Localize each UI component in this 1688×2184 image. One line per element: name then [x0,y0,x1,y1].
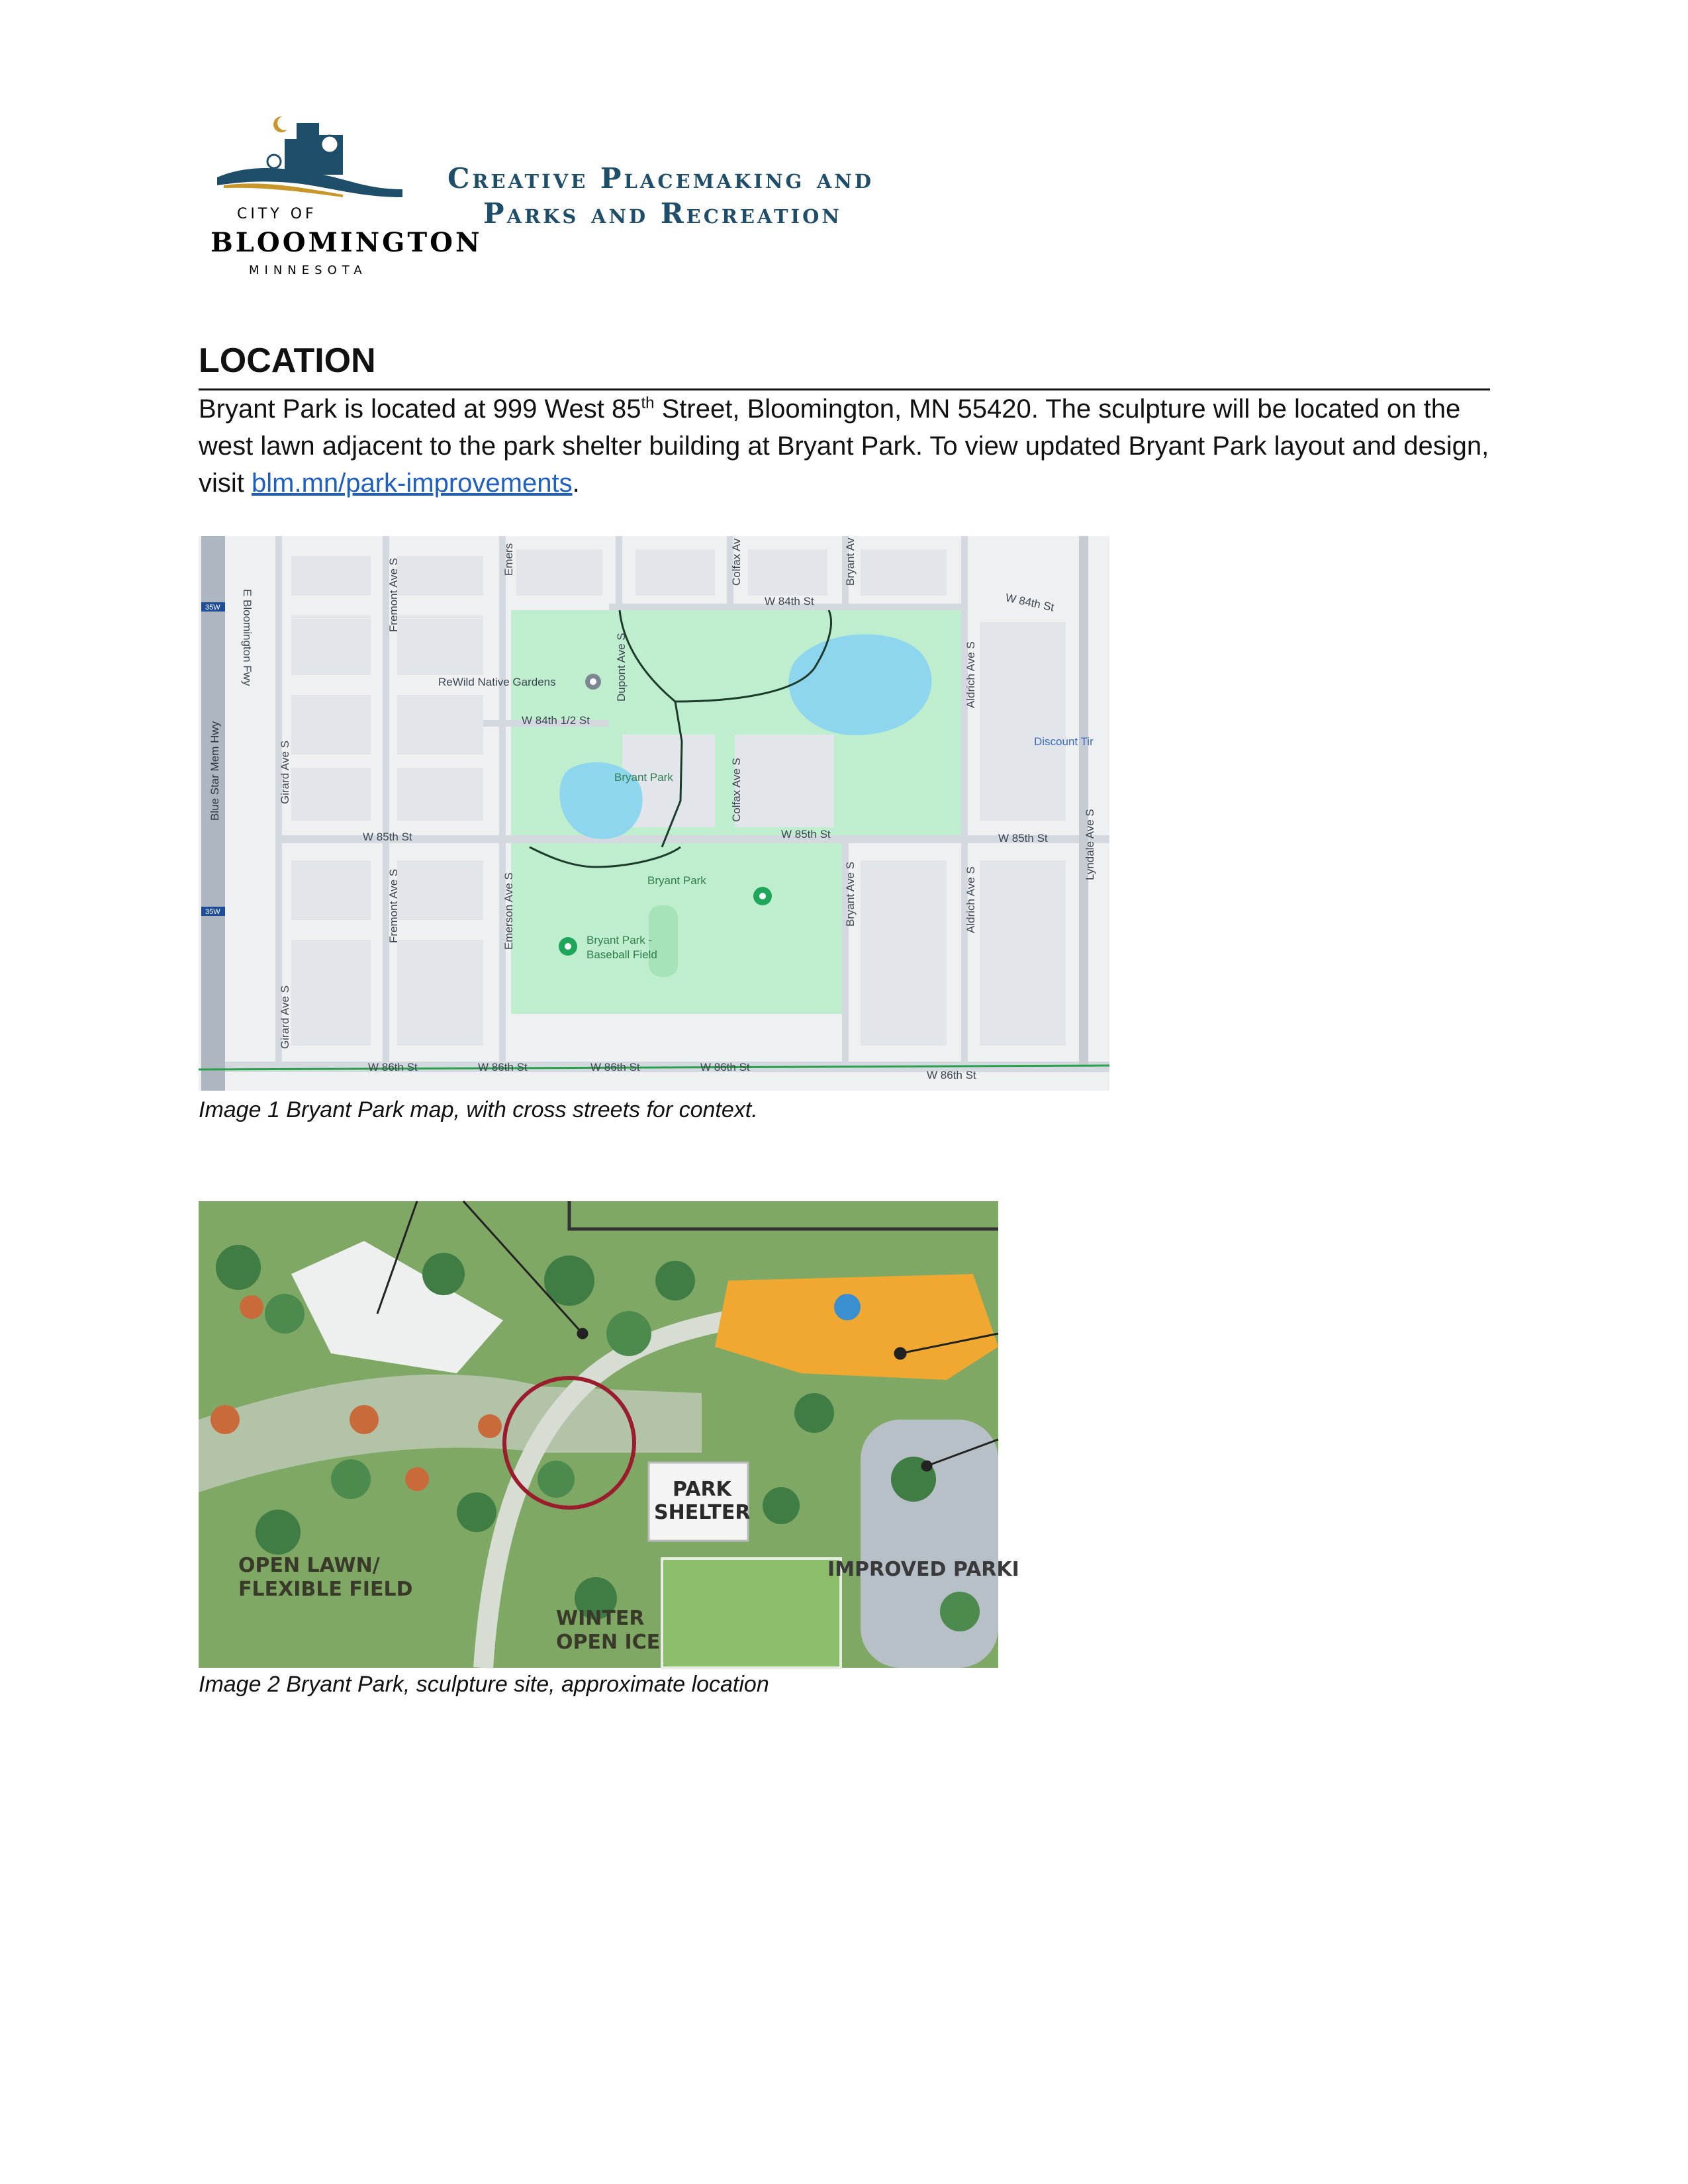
paragraph-text: Street, Bloomington, MN 55420. The sculpture will be located on the west lawn adjacent to the park shelter building at Bryant Park. To view updated Bryant Park layout and design, visit [199,394,1489,498]
logo-tree-icon [267,155,281,168]
ordinal-suffix: th [641,394,655,412]
sculpture-site-plan [199,1201,1019,1668]
map-ballfield [649,905,678,977]
map-street-label: W 86th St [700,1061,750,1073]
logo-tree-icon [321,136,338,153]
map-place-label: ReWild Native Gardens [438,676,556,688]
map-street-label: Blue Star Mem Hwy [209,721,221,821]
map-street-label: Lyndale Ave S [1084,809,1096,880]
logo-state: MINNESOTA [249,263,367,277]
section-heading: LOCATION [199,341,376,380]
logo-name: BLOOMINGTON [211,227,483,258]
map-street-label: Colfax Ave S [730,757,743,822]
plan-lawn-label: FLEXIBLE FIELD [238,1578,413,1601]
map-street-label: Fremont Ave S [387,557,400,632]
map-street [616,536,622,610]
map-street-label: Girard Ave S [279,740,291,804]
map-street-label: W 86th St [590,1061,640,1073]
map-street-label: Fremont Ave S [387,868,400,943]
city-of-bloomington-logo [211,111,483,283]
map-street-label: Emers [502,543,515,576]
map-shield-label: 35W [205,908,220,916]
map-street [961,536,968,1066]
map-street-label: Colfax Av [730,538,743,586]
map-street-label: W 86th St [478,1061,528,1073]
map-street-label: W 85th St [363,831,412,843]
map-street-label: Bryant Ave S [844,862,857,927]
map-street-label: Dupont Ave S [615,633,628,702]
map-street-label: Girard Ave S [279,985,291,1049]
map-shield-label: 35W [205,604,220,612]
plan-parking-label: IMPROVED PARKI [827,1558,1019,1581]
plan-ice-label: WINTER [556,1607,645,1630]
map-place-label: Bryant Park [647,874,706,887]
map-street [499,536,506,1066]
map-place-label: Bryant Park - [586,934,653,946]
map-street [1079,536,1088,1066]
bryant-park-map [199,536,1109,1091]
map-street-label: W 86th St [927,1069,976,1081]
plan-ice-field [662,1559,841,1668]
department-title-line1: Creative Placemaking and [447,162,874,195]
paragraph-text: Bryant Park is located at 999 West 85 [199,394,641,424]
logo-building [297,123,319,175]
map-place-label: Discount Tir [1034,735,1094,748]
location-paragraph [199,390,1496,502]
map-place-label: Baseball Field [586,948,657,961]
plan-parking [861,1420,998,1668]
plan-ice-label: OPEN ICE [556,1631,661,1654]
paragraph-end: . [572,469,580,498]
map-place-label: Bryant Park [614,771,673,784]
map-street-label: W 86th St [368,1061,418,1073]
map-caption: Image 1 Bryant Park map, with cross streets for context. [199,1097,758,1122]
map-street-label: E Bloomington Fwy [241,589,254,686]
map-street-label: Aldrich Ave S [964,641,977,708]
map-street-label: Bryant Av [844,537,857,586]
map-street-label: W 84th St [765,595,814,608]
department-title-line2: Parks and Recreation [483,197,842,230]
map-street-label: W 85th St [998,832,1048,844]
plan-shelter-label: PARK [673,1478,731,1501]
plan-shelter-label: SHELTER [654,1501,751,1524]
map-street-label: W 84th 1/2 St [522,714,590,727]
plan-lawn-label: OPEN LAWN/ [238,1554,380,1577]
map-street-label: W 84th St [1004,591,1056,614]
map-street-label: W 85th St [781,828,831,841]
plan-caption: Image 2 Bryant Park, sculpture site, approximate location [199,1672,769,1697]
map-street-label: Aldrich Ave S [964,866,977,933]
map-street-label: Emerson Ave S [502,872,515,950]
logo-city-of: CITY OF [237,206,317,222]
logo-moon-icon [273,116,287,132]
park-improvements-link[interactable]: blm.mn/park-improvements [252,469,573,498]
